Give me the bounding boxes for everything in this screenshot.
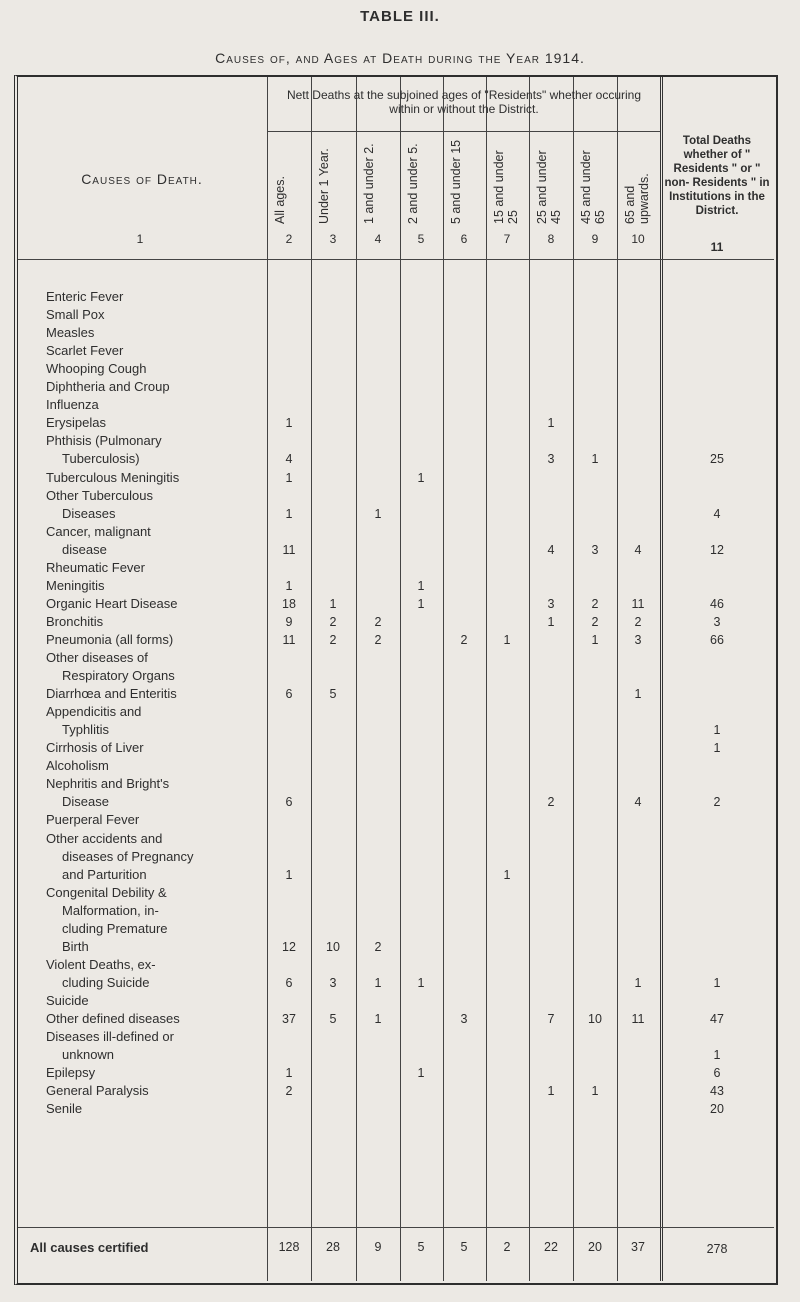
cause-label: Respiratory Organs bbox=[62, 668, 175, 684]
table-cell: 1 bbox=[591, 632, 599, 647]
table-cell: 1 bbox=[591, 452, 599, 467]
table-cell: 4 bbox=[547, 542, 555, 557]
table-title: TABLE III. bbox=[360, 8, 440, 25]
total-deaths-header: Total Deaths whether of " Residents " or " non- Residents " in Institutions in the District. bbox=[664, 135, 770, 217]
column-number: 1 bbox=[136, 232, 144, 246]
cause-label: disease bbox=[62, 541, 107, 557]
cause-label: Diphtheria and Croup bbox=[46, 379, 170, 395]
cause-label: General Paralysis bbox=[46, 1083, 149, 1099]
cause-label: Malformation, in- bbox=[62, 902, 159, 918]
table-cell: 5 bbox=[329, 687, 337, 702]
cause-label: Other defined diseases bbox=[46, 1011, 180, 1026]
totals-top-rule bbox=[18, 1227, 774, 1228]
table-cell: 11 bbox=[631, 596, 645, 611]
table-cell: 2 bbox=[329, 632, 337, 647]
age-column-header: 45 and under 65 bbox=[579, 150, 607, 224]
table-cell: 11 bbox=[282, 632, 296, 647]
cause-label: Rheumatic Fever bbox=[46, 559, 145, 575]
table-cell: 10 bbox=[326, 939, 340, 954]
column-number: 10 bbox=[631, 232, 645, 246]
cause-label: Cirrhosis of Liver bbox=[46, 740, 144, 756]
total-cell: 1 bbox=[713, 741, 721, 756]
table-cell: 1 bbox=[285, 470, 293, 485]
cause-label: Bronchitis bbox=[46, 613, 104, 629]
table-cell: 2 bbox=[374, 939, 382, 954]
table-cell: 2 bbox=[591, 596, 599, 611]
total-cell: 6 bbox=[713, 1066, 721, 1081]
total-cell: 12 bbox=[710, 542, 724, 557]
nett-deaths-header: Nett Deaths at the subjoined ages of "Residents" whether occuring within or without the District. bbox=[286, 88, 642, 116]
total-cell: 25 bbox=[710, 452, 724, 467]
table-cell: 1 bbox=[591, 1084, 599, 1099]
cause-label: Measles bbox=[46, 325, 95, 341]
totals-cell: 37 bbox=[631, 1240, 645, 1254]
cause-label: Senile bbox=[46, 1101, 83, 1117]
age-column-header: All ages. bbox=[273, 176, 287, 224]
totals-cell: 9 bbox=[374, 1240, 382, 1254]
total-cell: 47 bbox=[710, 1012, 724, 1026]
cause-label: and Parturition bbox=[62, 866, 147, 882]
table-cell: 1 bbox=[547, 416, 555, 431]
column-number: 3 bbox=[329, 232, 337, 246]
column-rule bbox=[660, 77, 663, 1281]
cause-label: Influenza bbox=[46, 397, 99, 413]
totals-cell: 5 bbox=[460, 1240, 468, 1254]
cause-label: Other accidents and bbox=[46, 830, 163, 846]
table-cell: 1 bbox=[503, 632, 511, 647]
table-cell: 1 bbox=[285, 578, 293, 593]
cause-label: Diseases ill-defined or bbox=[46, 1029, 174, 1045]
table-cell: 1 bbox=[417, 975, 425, 990]
table-cell: 2 bbox=[374, 632, 382, 647]
table-cell: 3 bbox=[547, 452, 555, 467]
table-cell: 1 bbox=[547, 1084, 555, 1099]
column-rule bbox=[311, 77, 312, 1281]
table-cell: 11 bbox=[631, 1012, 645, 1026]
total-cell: 4 bbox=[713, 506, 721, 521]
header-bottom-rule bbox=[18, 259, 774, 260]
table-cell: 6 bbox=[285, 687, 293, 702]
table-cell: 37 bbox=[282, 1012, 296, 1026]
table-cell: 3 bbox=[634, 632, 642, 647]
table-cell: 2 bbox=[591, 614, 599, 629]
table-cell: 1 bbox=[329, 596, 337, 611]
totals-cell: 5 bbox=[417, 1240, 425, 1254]
table-cell: 3 bbox=[547, 596, 555, 611]
total-cell: 1 bbox=[713, 1048, 721, 1063]
cause-label: Phthisis (Pulmonary bbox=[46, 433, 162, 449]
table-cell: 2 bbox=[374, 614, 382, 629]
header-subrule bbox=[267, 131, 660, 132]
table-cell: 1 bbox=[547, 614, 555, 629]
column-number: 9 bbox=[591, 232, 599, 246]
cause-label: Cancer, malignant bbox=[46, 523, 151, 539]
totals-cell: 28 bbox=[326, 1240, 340, 1254]
table-cell: 1 bbox=[285, 1066, 293, 1081]
all-causes-label: All causes certified bbox=[30, 1240, 149, 1255]
totals-cell: 20 bbox=[588, 1240, 602, 1254]
total-cell: 66 bbox=[710, 632, 724, 647]
table-cell: 4 bbox=[634, 542, 642, 557]
column-number: 2 bbox=[285, 232, 293, 246]
cause-label: Meningitis bbox=[46, 577, 105, 593]
cause-label: Small Pox bbox=[46, 307, 105, 323]
total-cell: 3 bbox=[713, 614, 721, 629]
table-cell: 12 bbox=[282, 939, 296, 954]
cause-label: Erysipelas bbox=[46, 415, 106, 431]
table-cell: 11 bbox=[282, 542, 296, 557]
age-column-header: 5 and under 15 bbox=[449, 139, 463, 224]
cause-label: Suicide bbox=[46, 992, 89, 1008]
cause-label: Puerperal Fever bbox=[46, 812, 140, 828]
cause-label: unknown bbox=[62, 1047, 115, 1063]
cause-label: Other diseases of bbox=[46, 650, 148, 665]
age-column-header: Under 1 Year. bbox=[317, 148, 331, 224]
table-cell: 2 bbox=[547, 795, 555, 810]
table-cell: 6 bbox=[285, 975, 293, 990]
total-cell: 20 bbox=[710, 1102, 724, 1117]
age-column-header: 65 and upwards. bbox=[623, 173, 651, 224]
column-rule bbox=[486, 77, 487, 1281]
table-cell: 2 bbox=[285, 1084, 293, 1099]
table-cell: 1 bbox=[417, 1066, 425, 1081]
column-rule bbox=[573, 77, 574, 1281]
total-cell: 43 bbox=[710, 1084, 724, 1099]
table-cell: 1 bbox=[374, 506, 382, 521]
table-cell: 9 bbox=[285, 614, 293, 629]
column-rule bbox=[400, 77, 401, 1281]
column-number: 6 bbox=[460, 232, 468, 246]
table-subtitle: Causes of, and Ages at Death during the Year 1914. bbox=[215, 50, 585, 66]
table-cell: 1 bbox=[417, 470, 425, 485]
table-cell: 2 bbox=[460, 632, 468, 647]
cause-label: Diarrhœa and Enteritis bbox=[46, 686, 177, 702]
cause-label: Tuberculous Meningitis bbox=[46, 469, 180, 485]
table-cell: 1 bbox=[374, 975, 382, 990]
cause-label: Birth bbox=[62, 938, 89, 954]
table-cell: 3 bbox=[329, 975, 337, 990]
column-rule bbox=[529, 77, 530, 1281]
column-number: 5 bbox=[417, 232, 425, 246]
age-column-header: 15 and under 25 bbox=[492, 150, 520, 224]
column-number: 7 bbox=[503, 232, 511, 246]
cause-label: Epilepsy bbox=[46, 1065, 96, 1081]
table-cell: 1 bbox=[417, 578, 425, 593]
column-rule bbox=[617, 77, 618, 1281]
table-cell: 2 bbox=[329, 614, 337, 629]
table-cell: 3 bbox=[460, 1012, 468, 1026]
age-column-header: 2 and under 5. bbox=[406, 143, 420, 224]
table-cell: 18 bbox=[282, 596, 296, 611]
total-cell: 46 bbox=[710, 596, 724, 611]
table-cell: 1 bbox=[285, 506, 293, 521]
cause-label: cluding Suicide bbox=[62, 974, 150, 990]
column-number: 11 bbox=[710, 240, 724, 254]
column-number: 4 bbox=[374, 232, 382, 246]
table-cell: 7 bbox=[547, 1012, 555, 1026]
cause-label: Enteric Fever bbox=[46, 289, 124, 304]
cause-label: Other Tuberculous bbox=[46, 487, 153, 503]
causes-header: Causes of Death. bbox=[81, 171, 203, 187]
cause-label: Whooping Cough bbox=[46, 361, 147, 377]
table-cell: 1 bbox=[285, 416, 293, 431]
table-cell: 1 bbox=[417, 596, 425, 611]
cause-label: Pneumonia (all forms) bbox=[46, 631, 174, 647]
column-rule bbox=[267, 77, 268, 1281]
cause-label: Typhlitis bbox=[62, 722, 109, 738]
table-cell: 10 bbox=[588, 1012, 602, 1026]
table-cell: 1 bbox=[634, 687, 642, 702]
age-column-header: 1 and under 2. bbox=[362, 143, 376, 224]
total-cell: 1 bbox=[713, 975, 721, 990]
cause-label: Congenital Debility & bbox=[46, 884, 167, 900]
column-rule bbox=[443, 77, 444, 1281]
table-cell: 1 bbox=[374, 1012, 382, 1026]
totals-cell: 2 bbox=[503, 1240, 511, 1254]
column-rule bbox=[356, 77, 357, 1281]
table-cell: 3 bbox=[591, 542, 599, 557]
table-cell: 1 bbox=[634, 975, 642, 990]
age-column-header: 25 and under 45 bbox=[535, 150, 563, 224]
table-cell: 2 bbox=[634, 614, 642, 629]
grand-total-cell: 278 bbox=[706, 1242, 728, 1256]
cause-label: Violent Deaths, ex- bbox=[46, 956, 156, 972]
total-cell: 1 bbox=[713, 723, 721, 738]
cause-label: Nephritis and Bright's bbox=[46, 776, 170, 792]
cause-label: Organic Heart Disease bbox=[46, 595, 178, 611]
table-cell: 4 bbox=[634, 795, 642, 810]
column-number: 8 bbox=[547, 232, 555, 246]
cause-label: Scarlet Fever bbox=[46, 343, 124, 359]
table-cell: 6 bbox=[285, 795, 293, 810]
cause-label: Disease bbox=[62, 794, 109, 810]
totals-cell: 22 bbox=[544, 1240, 558, 1254]
cause-label: diseases of Pregnancy bbox=[62, 848, 194, 864]
table-cell: 1 bbox=[503, 867, 511, 882]
cause-label: cluding Premature bbox=[62, 920, 168, 936]
table-cell: 5 bbox=[329, 1012, 337, 1026]
table-cell: 1 bbox=[285, 867, 293, 882]
total-cell: 2 bbox=[713, 795, 721, 810]
totals-cell: 128 bbox=[278, 1240, 300, 1254]
cause-label: Tuberculosis) bbox=[62, 451, 140, 467]
cause-label: Appendicitis and bbox=[46, 704, 142, 720]
cause-label: Alcoholism bbox=[46, 758, 109, 774]
table-cell: 4 bbox=[285, 452, 293, 467]
cause-label: Diseases bbox=[62, 505, 116, 521]
